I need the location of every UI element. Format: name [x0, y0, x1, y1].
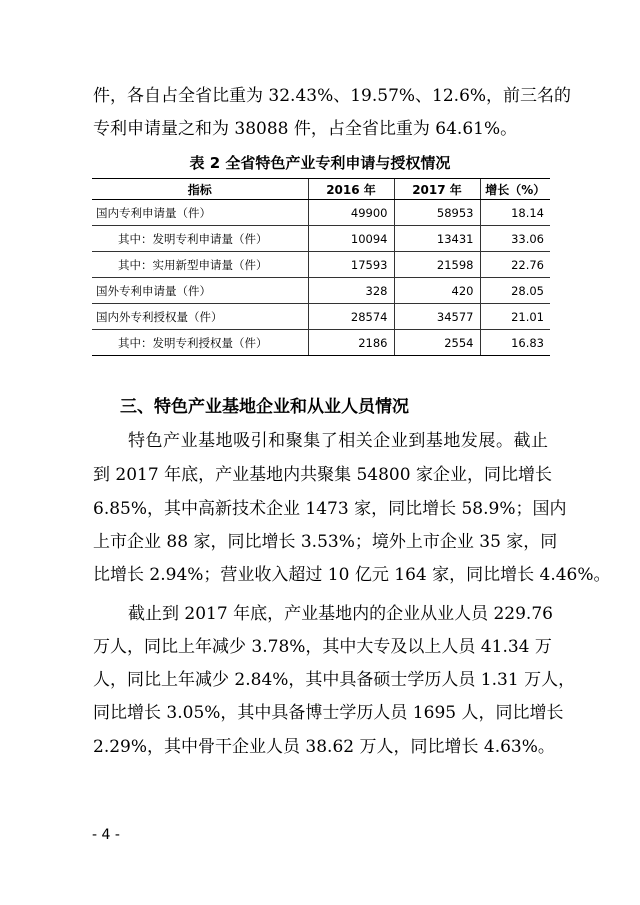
row-label: 国内外专利授权量（件） [92, 304, 308, 330]
cell-growth: 22.76 [480, 252, 550, 278]
cell-2016: 10094 [308, 226, 394, 252]
para2-line-3: 人，同比上年减少 2.84%，其中具备硕士学历人员 1.31 万人， [93, 670, 576, 690]
table-row [92, 330, 550, 356]
table-caption: 表 2 全省特色产业专利申请与授权情况 [189, 154, 451, 172]
cell-2017: 13431 [394, 226, 480, 252]
para2-line-5: 2.29%，其中骨干企业人员 38.62 万人，同比增长 4.63%。 [93, 737, 555, 757]
cell-2017: 420 [394, 278, 480, 304]
cell-growth: 21.01 [480, 304, 550, 330]
table-row [92, 252, 550, 278]
cell-growth: 33.06 [480, 226, 550, 252]
cell-2016: 28574 [308, 304, 394, 330]
cell-2016: 328 [308, 278, 394, 304]
table-row [92, 200, 550, 226]
cell-2016: 17593 [308, 252, 394, 278]
header-2016: 2016 年 [308, 179, 394, 200]
row-label: 国内专利申请量（件） [92, 200, 308, 226]
header-2017: 2017 年 [394, 179, 480, 200]
cell-2017: 58953 [394, 200, 480, 226]
para1-line-3: 6.85%，其中高新技术企业 1473 家，同比增长 58.9%；国内 [93, 499, 567, 519]
row-label: 其中：实用新型申请量（件） [92, 252, 308, 278]
intro-line-2: 专利申请量之和为 38088 件，占全省比重为 64.61%。 [93, 119, 518, 139]
cell-2017: 21598 [394, 252, 480, 278]
intro-line-1: 件，各自占全省比重为 32.43%、19.57%、12.6%，前三名的 [93, 86, 572, 106]
header-growth: 增长（%） [480, 179, 550, 200]
cell-2017: 2554 [394, 330, 480, 356]
row-label: 其中：发明专利申请量（件） [92, 226, 308, 252]
para1-line-5: 比增长 2.94%；营业收入超过 10 亿元 164 家，同比增长 4.46%。 [93, 565, 611, 585]
table-row [92, 278, 550, 304]
cell-2017: 34577 [394, 304, 480, 330]
table-row [92, 226, 550, 252]
cell-2016: 2186 [308, 330, 394, 356]
cell-growth: 28.05 [480, 278, 550, 304]
header-indicator: 指标 [92, 179, 308, 200]
cell-growth: 18.14 [480, 200, 550, 226]
para2-line-2: 万人，同比上年减少 3.78%，其中大专及以上人员 41.34 万 [93, 637, 552, 657]
para1-line-2: 到 2017 年底，产业基地内共聚集 54800 家企业，同比增长 [93, 465, 552, 485]
cell-growth: 16.83 [480, 330, 550, 356]
para2-line-4: 同比增长 3.05%，其中具备博士学历人员 1695 人，同比增长 [93, 703, 564, 723]
row-label: 国外专利申请量（件） [92, 278, 308, 304]
patent-table [92, 178, 550, 356]
table-header-row [92, 179, 550, 200]
row-label: 其中：发明专利授权量（件） [92, 330, 308, 356]
section-heading: 三、特色产业基地企业和从业人员情况 [120, 397, 409, 417]
page-number: - 4 - [92, 827, 120, 843]
para1-line-1: 特色产业基地吸引和聚集了相关企业到基地发展。截止 [128, 431, 548, 451]
para1-line-4: 上市企业 88 家，同比增长 3.53%；境外上市企业 35 家，同 [93, 532, 558, 552]
para2-line-1: 截止到 2017 年底，产业基地内的企业从业人员 229.76 [128, 604, 553, 624]
table-row [92, 304, 550, 330]
cell-2016: 49900 [308, 200, 394, 226]
